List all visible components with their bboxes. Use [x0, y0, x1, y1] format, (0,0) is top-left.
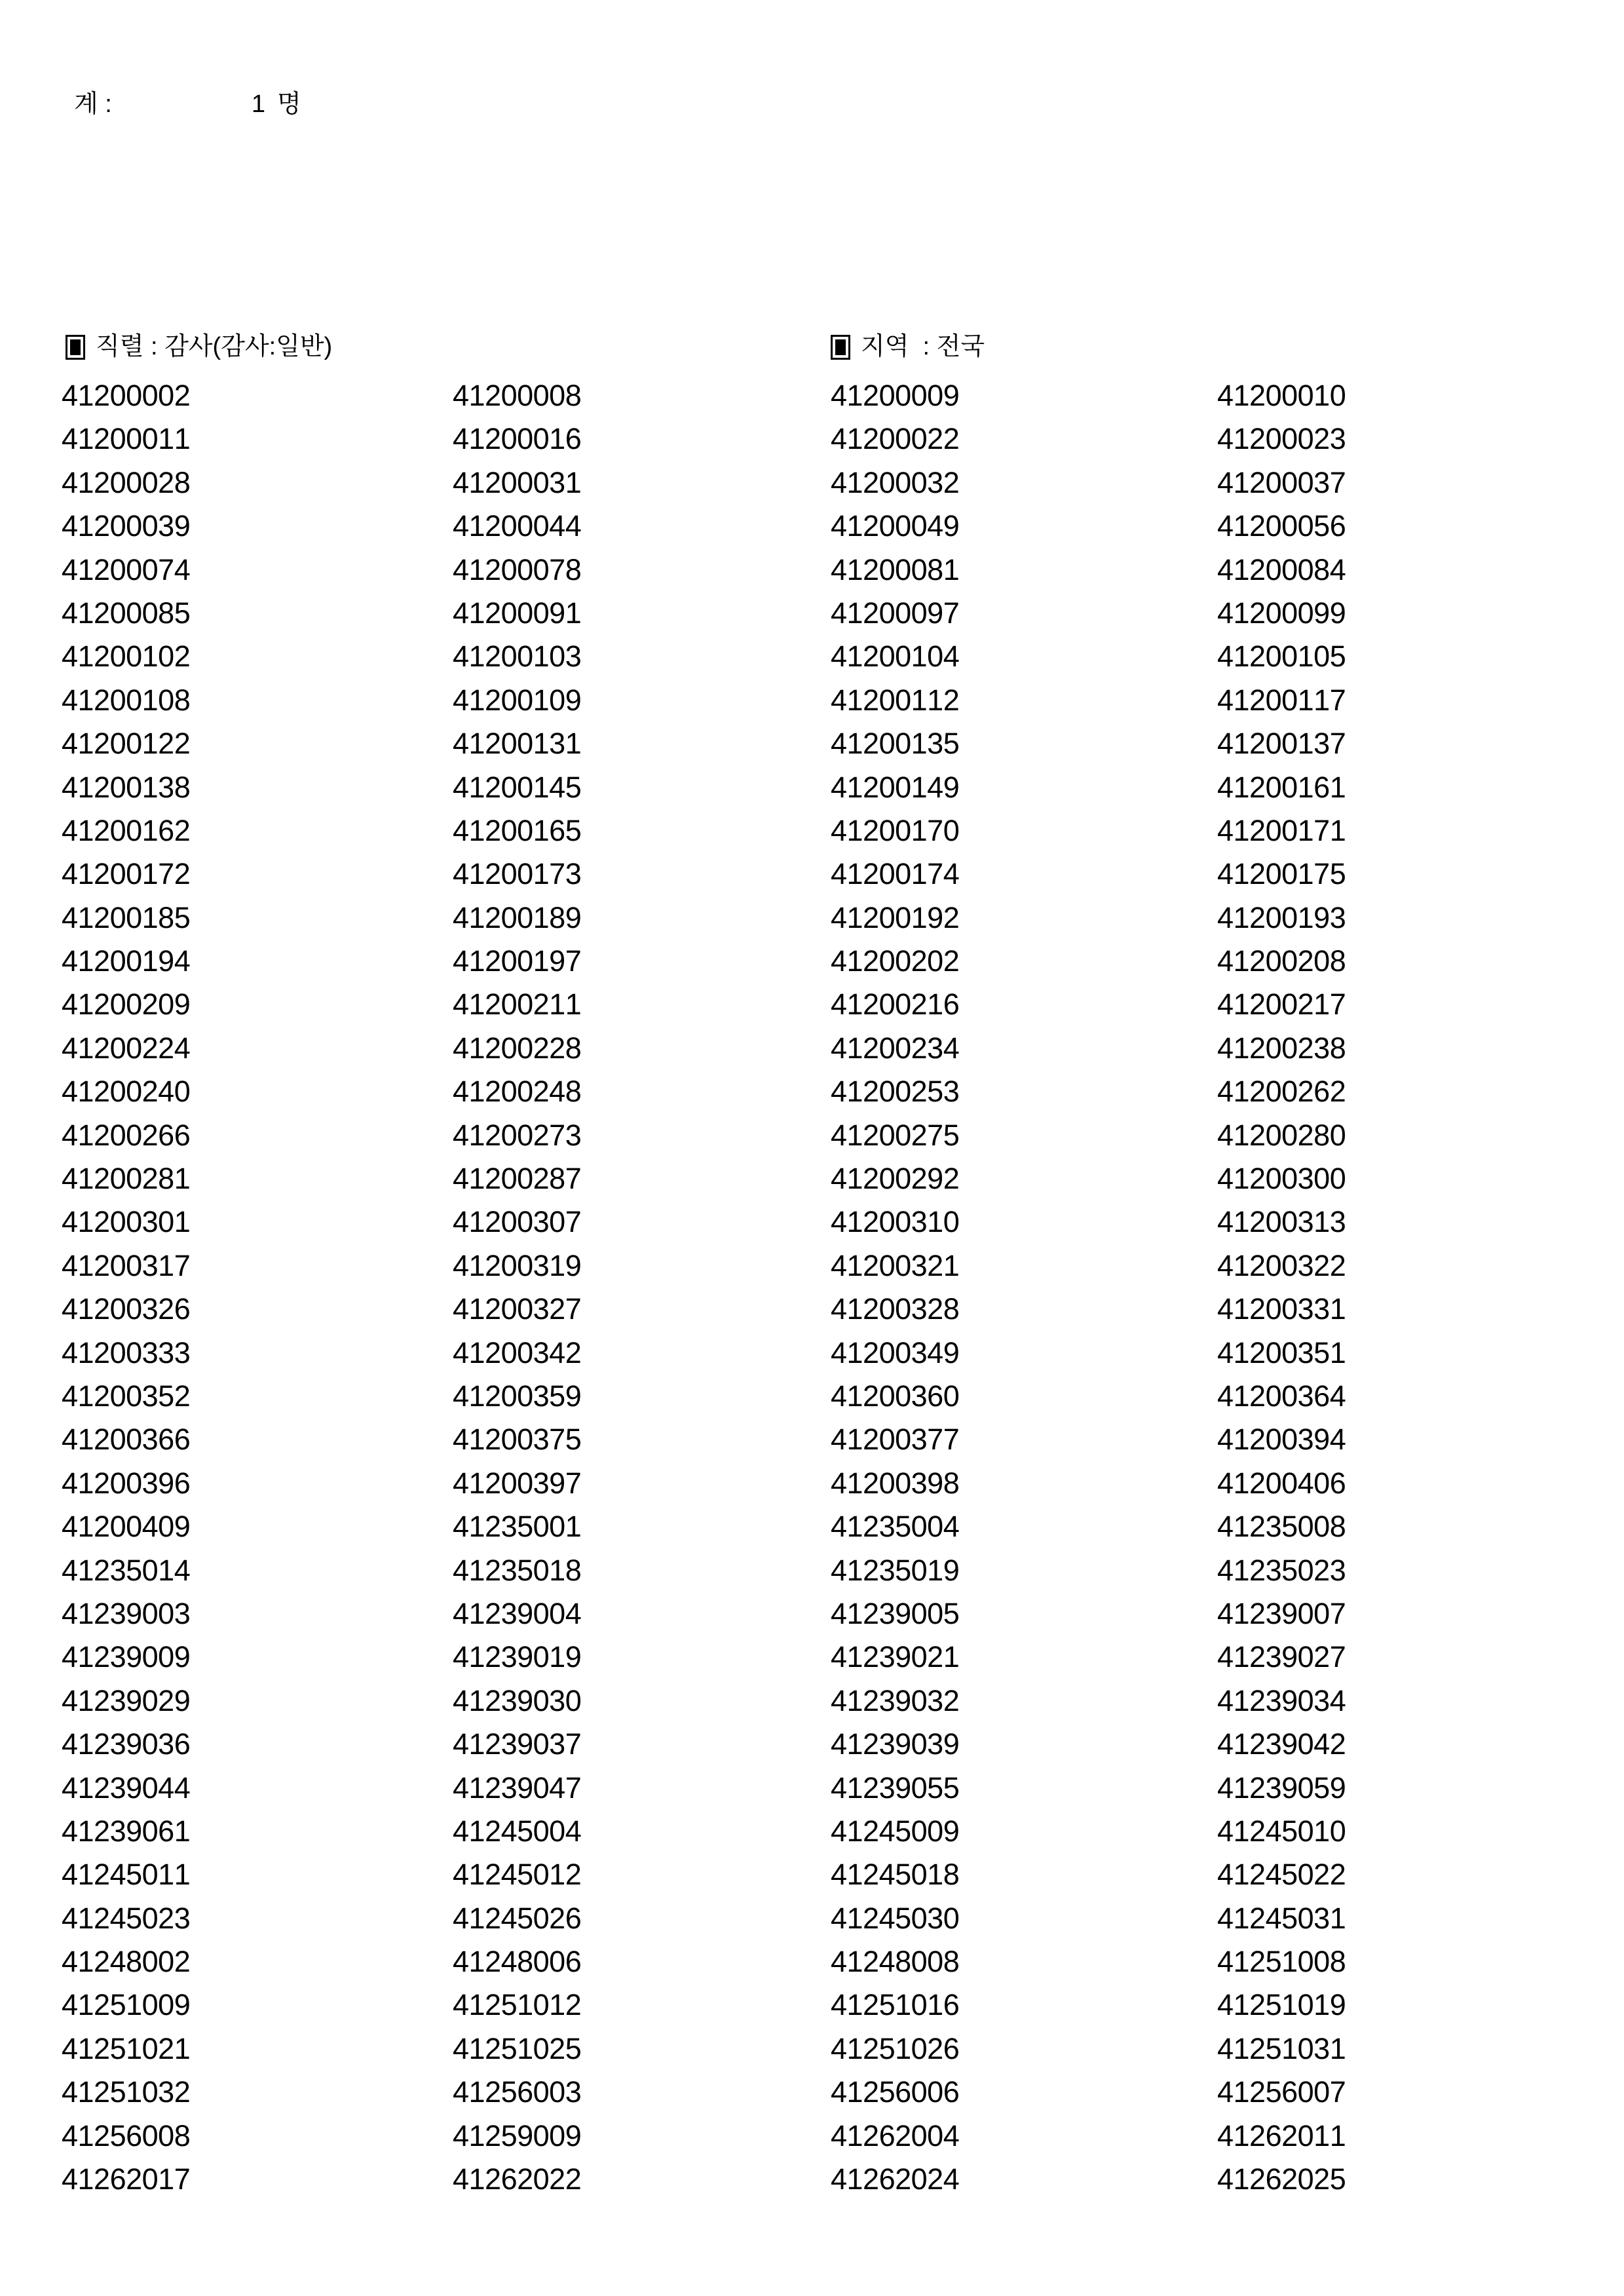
candidate-number: 41200327	[453, 1292, 582, 1326]
candidate-number: 41251025	[453, 2031, 582, 2065]
candidate-number: 41200319	[453, 1248, 582, 1282]
table-row	[62, 2031, 1492, 2077]
candidate-number: 41200224	[62, 1031, 191, 1065]
table-row	[62, 2164, 1492, 2208]
candidate-number: 41200131	[453, 727, 582, 761]
candidate-number: 41200240	[62, 1075, 191, 1109]
candidate-number: 41200108	[62, 683, 191, 717]
candidate-number: 41235004	[831, 1510, 960, 1544]
candidate-number: 41200145	[453, 770, 582, 804]
candidate-number: 41239037	[453, 1727, 582, 1761]
candidate-number: 41200056	[1217, 509, 1346, 543]
candidate-number: 41200359	[453, 1379, 582, 1413]
candidate-number: 41200234	[831, 1031, 960, 1065]
candidate-number: 41245010	[1217, 1814, 1346, 1848]
candidate-number: 41200104	[831, 640, 960, 674]
table-row	[62, 1770, 1492, 1816]
candidate-number: 41200228	[453, 1031, 582, 1065]
candidate-number: 41245023	[62, 1901, 191, 1935]
candidate-number: 41200097	[831, 596, 960, 630]
candidate-number: 41200081	[831, 552, 960, 586]
candidate-number: 41239036	[62, 1727, 191, 1761]
candidate-number: 41200396	[62, 1466, 191, 1500]
table-row	[62, 900, 1492, 946]
candidate-number: 41262025	[1217, 2162, 1346, 2196]
candidate-number: 41200397	[453, 1466, 582, 1500]
candidate-number: 41200398	[831, 1466, 960, 1500]
candidate-number: 41200352	[62, 1379, 191, 1413]
candidate-number: 41248006	[453, 1945, 582, 1979]
table-row	[62, 859, 1492, 902]
table-row	[62, 1077, 1492, 1120]
candidate-number: 41200349	[831, 1335, 960, 1369]
candidate-number: 41200360	[831, 1379, 960, 1413]
candidate-number: 41200008	[453, 379, 582, 412]
candidate-number: 41200028	[62, 465, 191, 499]
candidate-number: 41245012	[453, 1858, 582, 1892]
candidate-number: 41200171	[1217, 813, 1346, 847]
candidate-number: 41251016	[831, 1988, 960, 2022]
candidate-number: 41200217	[1217, 987, 1346, 1022]
candidate-number: 41200074	[62, 552, 191, 586]
candidate-number: 41245022	[1217, 1858, 1346, 1892]
table-row	[62, 1164, 1492, 1207]
candidate-number: 41251008	[1217, 1945, 1346, 1979]
table-row	[62, 1425, 1492, 1468]
candidate-number: 41200275	[831, 1118, 960, 1152]
table-row	[62, 1335, 1492, 1381]
candidate-number: 41262017	[62, 2162, 191, 2196]
candidate-number: 41200321	[831, 1248, 960, 1282]
table-row	[62, 465, 1492, 511]
candidate-number: 41200105	[1217, 640, 1346, 674]
table-row	[62, 641, 1492, 685]
candidate-number: 41256003	[453, 2075, 582, 2109]
candidate-number: 41200122	[62, 727, 191, 761]
table-row	[62, 1033, 1492, 1077]
candidate-number: 41239032	[831, 1683, 960, 1717]
table-row	[62, 1553, 1492, 1599]
candidate-number: 41200366	[62, 1423, 191, 1457]
candidate-number: 41239030	[453, 1683, 582, 1717]
candidate-number: 41200326	[62, 1292, 191, 1326]
table-row	[62, 2118, 1492, 2164]
filled-square-icon	[831, 335, 850, 360]
candidate-number: 41239029	[62, 1683, 191, 1717]
candidate-number: 41239059	[1217, 1770, 1346, 1805]
candidate-number: 41200266	[62, 1118, 191, 1152]
candidate-number: 41200044	[453, 509, 582, 543]
candidate-number: 41200273	[453, 1118, 582, 1152]
candidate-number: 41200406	[1217, 1466, 1346, 1500]
candidate-number: 41200185	[62, 900, 191, 934]
candidate-number: 41200049	[831, 509, 960, 543]
candidate-number: 41200175	[1217, 857, 1346, 891]
candidate-number: 41200281	[62, 1162, 191, 1196]
candidate-number: 41200211	[453, 987, 582, 1022]
table-row	[62, 946, 1492, 989]
total-value: 1	[251, 90, 265, 118]
candidate-number: 41200011	[62, 422, 191, 456]
candidate-number: 41239044	[62, 1770, 191, 1805]
candidate-number: 41200032	[831, 465, 960, 499]
candidate-number: 41200162	[62, 813, 191, 847]
table-row	[62, 729, 1492, 772]
table-row	[62, 770, 1492, 816]
section-region-label: 지역 : 전국	[861, 333, 985, 360]
candidate-number: 41239039	[831, 1727, 960, 1761]
candidate-number: 41262024	[831, 2162, 960, 2196]
table-row	[62, 1596, 1492, 1642]
candidate-number: 41235023	[1217, 1553, 1346, 1587]
candidate-number: 41200138	[62, 770, 191, 804]
candidate-number: 41239009	[62, 1640, 191, 1674]
candidate-number: 41251012	[453, 1988, 582, 2022]
candidate-number: 41251031	[1217, 2031, 1346, 2065]
candidate-number: 41200137	[1217, 727, 1346, 761]
candidate-number: 41200010	[1217, 379, 1346, 412]
candidate-number: 41256006	[831, 2075, 960, 2109]
candidate-number: 41200194	[62, 944, 191, 978]
candidate-number: 41200394	[1217, 1423, 1346, 1457]
table-row	[62, 1816, 1492, 1860]
candidate-number: 41200342	[453, 1335, 582, 1369]
candidate-number: 41200310	[831, 1205, 960, 1239]
candidate-number: 41200103	[453, 640, 582, 674]
table-row	[62, 1642, 1492, 1685]
candidate-number: 41239007	[1217, 1596, 1346, 1630]
candidate-number: 41245009	[831, 1814, 960, 1848]
candidate-number: 41200317	[62, 1248, 191, 1282]
candidate-number: 41251009	[62, 1988, 191, 2022]
candidate-number: 41235001	[453, 1510, 582, 1544]
candidate-number: 41200117	[1217, 683, 1346, 717]
section-header-region	[831, 333, 985, 362]
candidate-number: 41200173	[453, 857, 582, 891]
candidate-number: 41200165	[453, 813, 582, 847]
table-row	[62, 381, 1492, 424]
candidate-number: 41245030	[831, 1901, 960, 1935]
candidate-number: 41200112	[831, 683, 960, 717]
table-row	[62, 2077, 1492, 2120]
candidate-number: 41256007	[1217, 2075, 1346, 2109]
candidate-number: 41200193	[1217, 900, 1346, 934]
candidate-number: 41200208	[1217, 944, 1346, 978]
filled-square-icon	[66, 335, 85, 360]
total-label: 계 :	[74, 90, 112, 118]
candidate-number: 41239003	[62, 1596, 191, 1630]
table-row	[62, 1468, 1492, 1512]
candidate-number: 41245004	[453, 1814, 582, 1848]
table-row	[62, 511, 1492, 554]
candidate-number: 41200085	[62, 596, 191, 630]
table-row	[62, 1248, 1492, 1294]
candidate-number: 41239021	[831, 1640, 960, 1674]
candidate-number: 41200307	[453, 1205, 582, 1239]
candidate-number: 41200351	[1217, 1335, 1346, 1369]
candidate-number: 41259009	[453, 2118, 582, 2152]
candidate-number: 41200262	[1217, 1075, 1346, 1109]
table-row	[62, 1207, 1492, 1250]
table-row	[62, 685, 1492, 729]
table-row	[62, 1294, 1492, 1337]
candidate-number: 41200328	[831, 1292, 960, 1326]
table-row	[62, 1990, 1492, 2033]
table-row	[62, 1683, 1492, 1729]
candidate-number: 41200292	[831, 1162, 960, 1196]
candidate-number: 41200016	[453, 422, 582, 456]
candidate-number: 41200022	[831, 422, 960, 456]
candidate-number: 41200174	[831, 857, 960, 891]
table-row	[62, 1860, 1492, 1903]
candidate-number: 41200102	[62, 640, 191, 674]
candidate-number: 41200135	[831, 727, 960, 761]
candidate-number: 41235014	[62, 1553, 191, 1587]
candidate-number: 41245018	[831, 1858, 960, 1892]
candidate-number: 41200109	[453, 683, 582, 717]
candidate-number: 41262011	[1217, 2118, 1346, 2152]
candidate-number: 41200172	[62, 857, 191, 891]
candidate-number: 41239055	[831, 1770, 960, 1805]
candidate-number: 41200202	[831, 944, 960, 978]
candidate-number: 41200409	[62, 1510, 191, 1544]
table-row	[62, 424, 1492, 467]
table-row	[62, 598, 1492, 641]
candidate-number: 41251021	[62, 2031, 191, 2065]
candidate-number: 41200084	[1217, 552, 1346, 586]
candidate-number: 41200238	[1217, 1031, 1346, 1065]
candidate-number: 41239042	[1217, 1727, 1346, 1761]
candidate-number: 41239004	[453, 1596, 582, 1630]
candidate-number: 41200023	[1217, 422, 1346, 456]
candidate-number: 41235018	[453, 1553, 582, 1587]
candidate-number: 41245011	[62, 1858, 191, 1892]
candidate-number: 41200149	[831, 770, 960, 804]
candidate-number: 41200009	[831, 379, 960, 412]
candidate-number: 41245031	[1217, 1901, 1346, 1935]
table-row	[62, 1947, 1492, 1990]
candidate-number: 41200091	[453, 596, 582, 630]
candidate-number: 41200333	[62, 1335, 191, 1369]
candidate-number: 41248008	[831, 1945, 960, 1979]
candidate-number: 41200364	[1217, 1379, 1346, 1413]
candidate-number: 41200037	[1217, 465, 1346, 499]
candidate-number: 41262004	[831, 2118, 960, 2152]
candidate-number: 41239047	[453, 1770, 582, 1805]
table-row	[62, 989, 1492, 1033]
candidate-number: 41239019	[453, 1640, 582, 1674]
table-row	[62, 1512, 1492, 1555]
table-row	[62, 1120, 1492, 1164]
candidate-number: 41200192	[831, 900, 960, 934]
candidate-number: 41200248	[453, 1075, 582, 1109]
candidate-number: 41200161	[1217, 770, 1346, 804]
candidate-number: 41251026	[831, 2031, 960, 2065]
candidate-number: 41251032	[62, 2075, 191, 2109]
candidate-number: 41200189	[453, 900, 582, 934]
candidate-number: 41200039	[62, 509, 191, 543]
candidate-number: 41239027	[1217, 1640, 1346, 1674]
table-row	[62, 552, 1492, 598]
candidate-number: 41262022	[453, 2162, 582, 2196]
candidate-number: 41200287	[453, 1162, 582, 1196]
candidate-number: 41200078	[453, 552, 582, 586]
candidate-number: 41200375	[453, 1423, 582, 1457]
candidate-number: 41239034	[1217, 1683, 1346, 1717]
candidate-number: 41200031	[453, 465, 582, 499]
candidate-number: 41200377	[831, 1423, 960, 1457]
candidate-number: 41256008	[62, 2118, 191, 2152]
candidate-number: 41200197	[453, 944, 582, 978]
candidate-number: 41200280	[1217, 1118, 1346, 1152]
section-series-label: 직렬 : 감사(감사:일반)	[96, 333, 333, 360]
table-row	[62, 813, 1492, 859]
candidate-number: 41239005	[831, 1596, 960, 1630]
candidate-number: 41200002	[62, 379, 191, 412]
total-unit: 명	[276, 90, 301, 118]
candidate-number: 41235019	[831, 1553, 960, 1587]
candidate-number: 41248002	[62, 1945, 191, 1979]
candidate-number: 41200099	[1217, 596, 1346, 630]
candidate-number: 41251019	[1217, 1988, 1346, 2022]
table-row	[62, 1729, 1492, 1772]
candidate-number: 41239061	[62, 1814, 191, 1848]
candidate-number: 41200216	[831, 987, 960, 1022]
total-summary-line	[74, 92, 301, 117]
candidate-number: 41245026	[453, 1901, 582, 1935]
candidate-number: 41200301	[62, 1205, 191, 1239]
candidate-number: 41200322	[1217, 1248, 1346, 1282]
candidate-number: 41235008	[1217, 1510, 1346, 1544]
candidate-number: 41200209	[62, 987, 191, 1022]
candidate-number: 41200331	[1217, 1292, 1346, 1326]
section-header-series	[66, 333, 332, 362]
candidate-number: 41200253	[831, 1075, 960, 1109]
candidate-number: 41200313	[1217, 1205, 1346, 1239]
candidate-number: 41200170	[831, 813, 960, 847]
number-grid	[62, 381, 1492, 2208]
table-row	[62, 1381, 1492, 1425]
candidate-number: 41200300	[1217, 1162, 1346, 1196]
table-row	[62, 1901, 1492, 1947]
